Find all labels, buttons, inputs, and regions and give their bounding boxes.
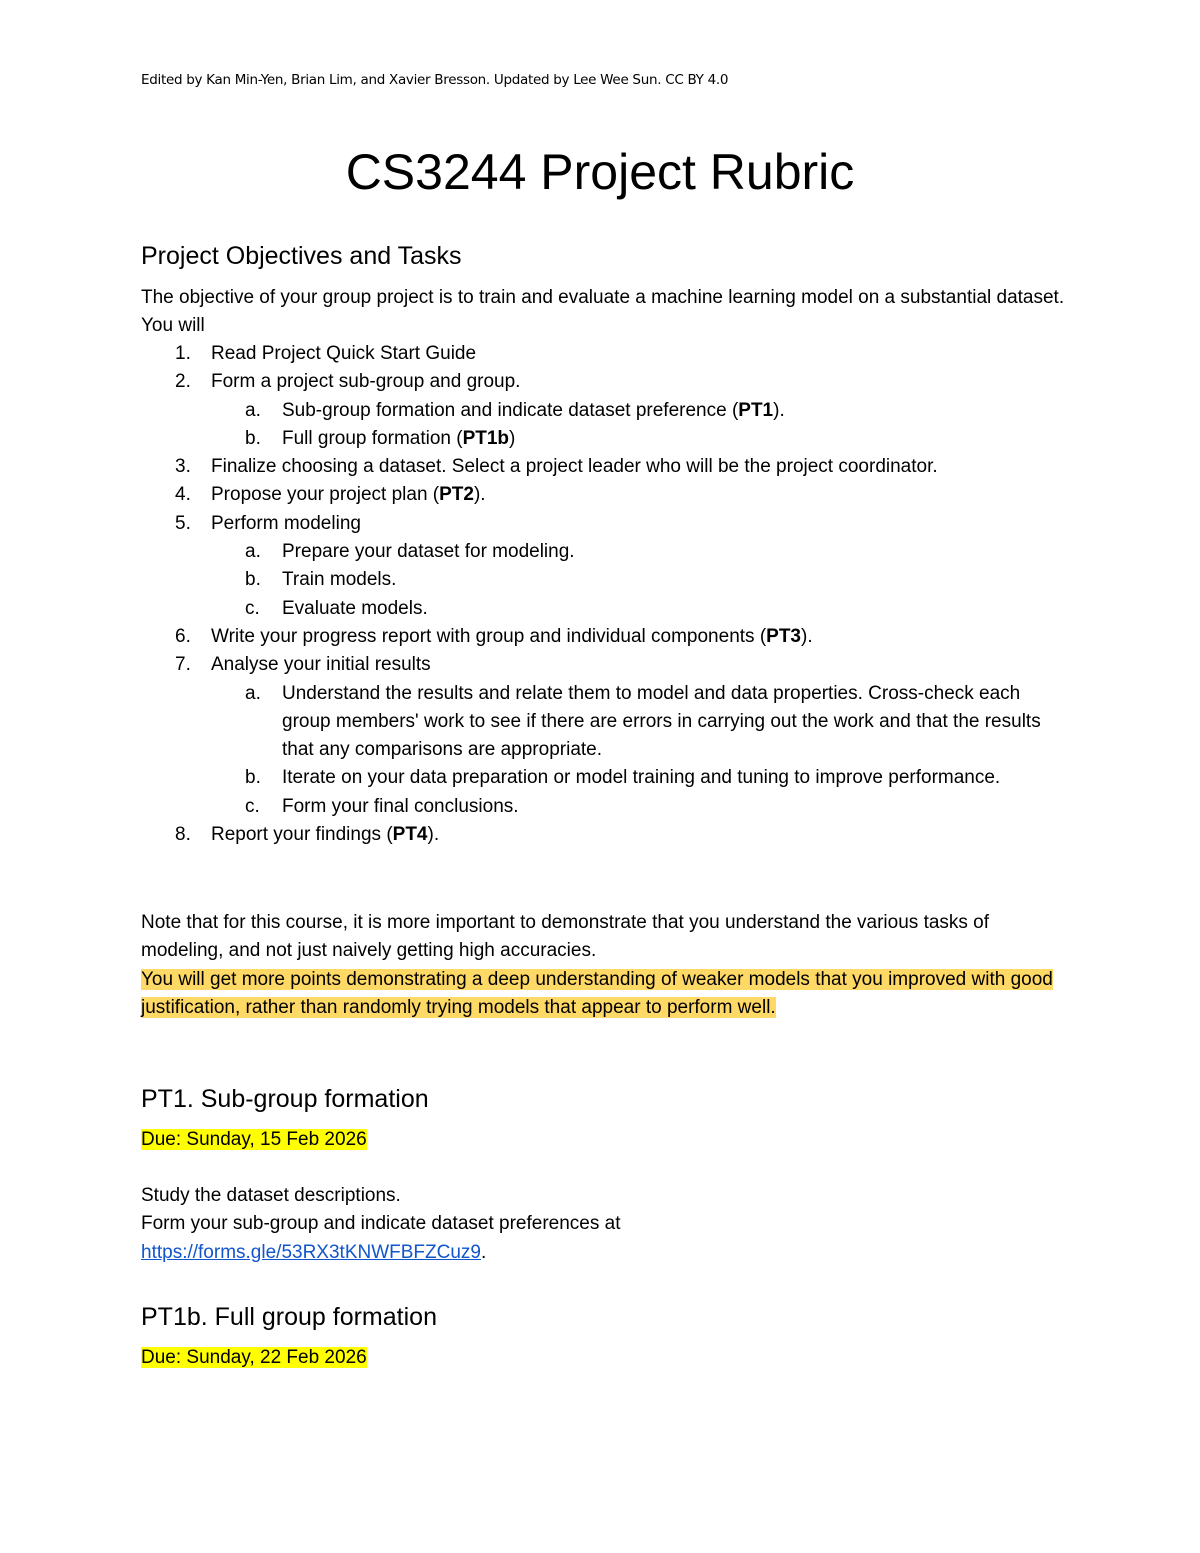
- task-list: [141, 340, 1071, 849]
- task-tag: PT1b: [462, 427, 510, 449]
- pt1-heading: PT1. Sub-group formation: [141, 1085, 429, 1113]
- list-item: 6. Write your progress report with group and individual components (PT3).: [175, 625, 813, 647]
- task-tag: PT2: [439, 484, 474, 506]
- task-tag: PT4: [392, 824, 428, 846]
- due-date: Due: Sunday, 15 Feb 2026: [141, 1129, 367, 1150]
- objectives-heading: Project Objectives and Tasks: [141, 242, 462, 270]
- list-item: b. Full group formation (PT1b): [245, 427, 516, 449]
- list-item: a. Understand the results and relate them to model and data properties. Cross-check each group members' work to see if there are errors in carrying out the work and that the results that any comparisons are appropriate.: [245, 682, 1041, 761]
- highlighted-note: You will get more points demonstrating a deep understanding of weaker models that you improved with good justification, rather than randomly trying models that appear to perform well.: [141, 968, 1053, 1018]
- list-item: 8. Report your findings (PT4).: [175, 824, 440, 846]
- list-item: b. Iterate on your data preparation or model training and tuning to improve performance.: [245, 767, 1001, 789]
- list-item: 4. Propose your project plan (PT2).: [175, 484, 486, 506]
- objectives-intro: The objective of your group project is to train and evaluate a machine learning model on a substantial dataset. You will: [141, 287, 1065, 337]
- list-item: b. Train models.: [245, 569, 397, 591]
- pt1b-due: [141, 1344, 1071, 1372]
- objectives-note: Note that for this course, it is more important to demonstrate that you understand the various tasks of modeling, and not just naively getting high accuracies. You will get more points demonstrating a deep understanding of weaker models that you improved with good justification, rather than randomly trying models that appear to perform well.: [141, 912, 1053, 1018]
- list-item: a. Prepare your dataset for modeling.: [245, 541, 575, 563]
- list-item: c. Evaluate models.: [245, 597, 428, 619]
- list-item: c. Form your final conclusions.: [245, 795, 519, 817]
- list-item: 2. Form a project sub-group and group.: [175, 371, 521, 393]
- task-tag: PT3: [766, 625, 802, 647]
- task-tag: PT1: [738, 399, 774, 421]
- pt1b-heading: PT1b. Full group formation: [141, 1303, 437, 1331]
- form-link[interactable]: https://forms.gle/53RX3tKNWFBFZCuz9: [141, 1241, 481, 1263]
- header-note: Edited by Kan Min-Yen, Brian Lim, and Xavier Bresson. Updated by Lee Wee Sun. CC BY 4.0: [141, 72, 729, 88]
- pt1-due: [141, 1126, 1071, 1154]
- page-title: CS3244 Project Rubric: [345, 144, 855, 200]
- list-item: 1. Read Project Quick Start Guide: [175, 343, 477, 364]
- list-item: 5. Perform modeling: [175, 512, 361, 534]
- list-item: 3. Finalize choosing a dataset. Select a project leader who will be the project coordinator.: [175, 456, 938, 478]
- pt1-body: Study the dataset descriptions. Form your sub-group and indicate dataset preferences at https://forms.gle/53RX3tKNWFBFZCuz9.: [141, 1185, 621, 1263]
- due-date: Due: Sunday, 22 Feb 2026: [141, 1347, 367, 1368]
- list-item: a. Sub-group formation and indicate dataset preference (PT1).: [245, 399, 785, 421]
- list-item: 7. Analyse your initial results: [175, 654, 431, 676]
